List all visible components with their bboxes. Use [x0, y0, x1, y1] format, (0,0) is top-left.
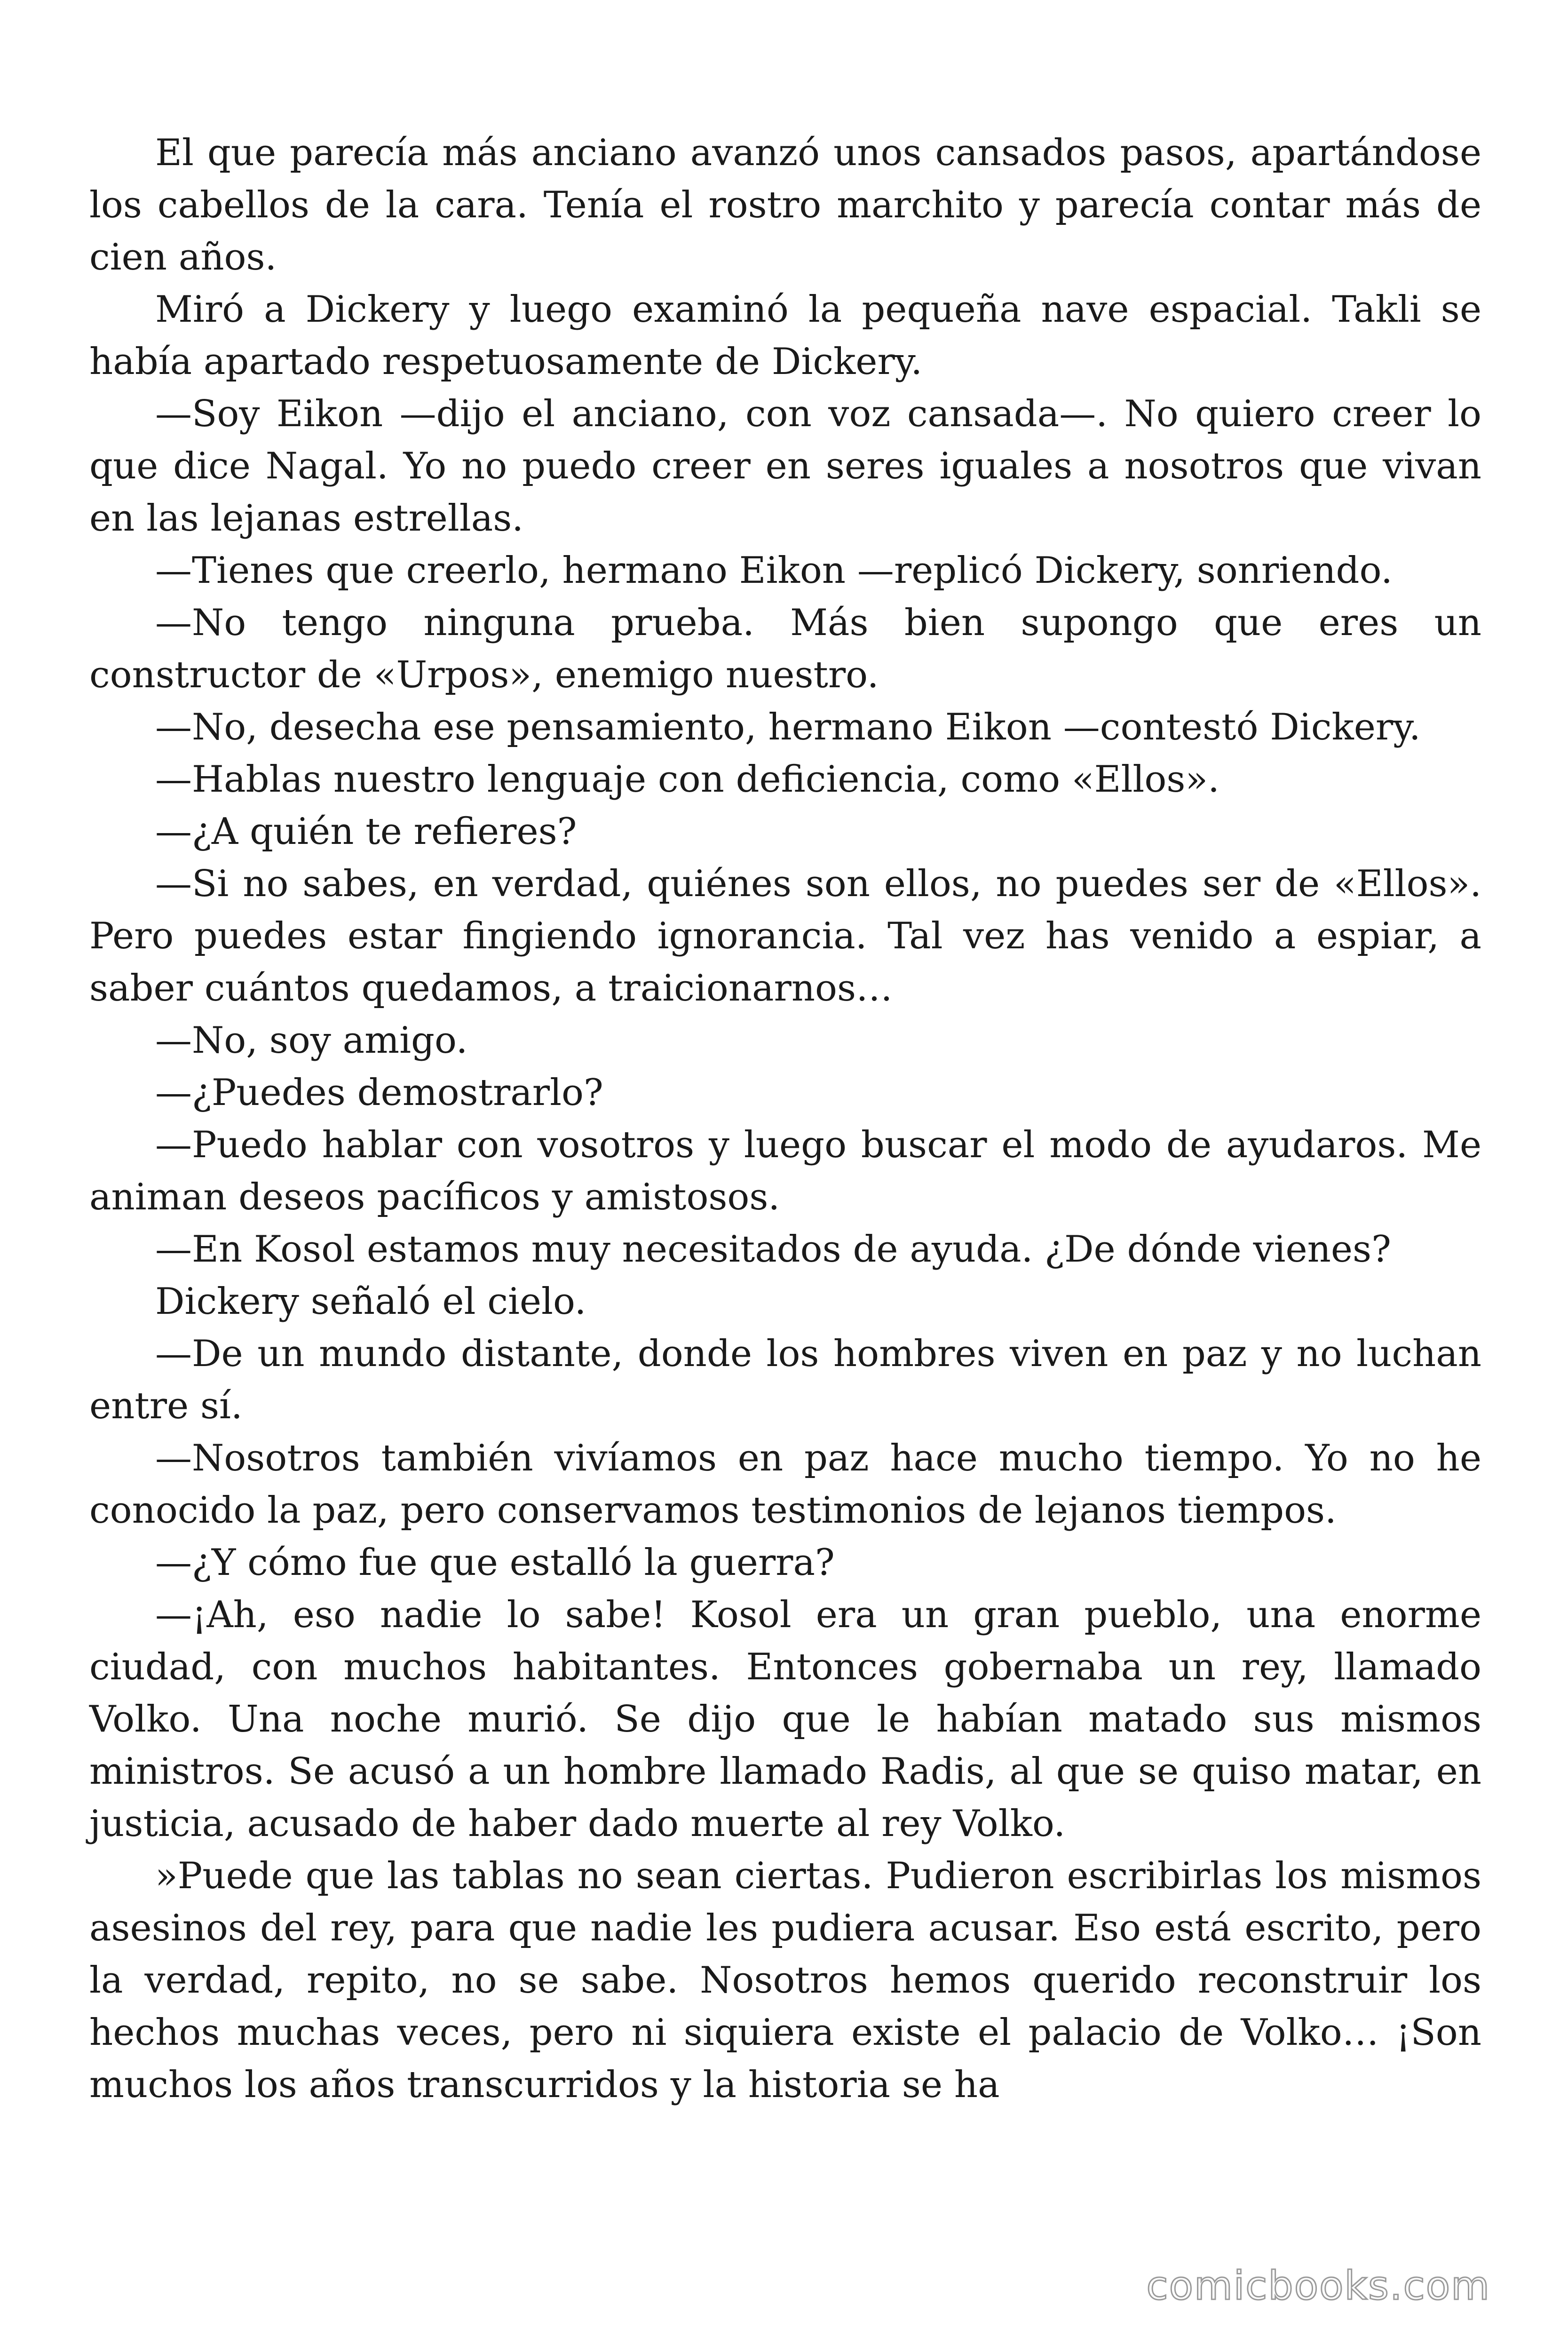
- paragraph: »Puede que las tablas no sean ciertas. Pudieron escribirlas los mismos asesinos del rey, para que nadie les pudiera acusar. Eso está escrito, pero la verdad, repito, no se sabe. Nosotros hemos querido reconstruir los hechos muchas veces, pero ni siquiera existe el palacio de Volko… ¡Son muchos los años transcurridos y la historia se ha: [89, 1855, 1481, 2106]
- paragraph: —No tengo ninguna prueba. Más bien supongo que eres un constructor de «Urpos», enemigo nuestro.: [89, 602, 1481, 696]
- paragraph: Miró a Dickery y luego examinó la pequeña nave espacial. Takli se había apartado respetuosamente de Dickery.: [89, 288, 1481, 383]
- paragraph: Dickery señaló el cielo.: [155, 1280, 586, 1323]
- paragraph: —Puedo hablar con vosotros y luego buscar el modo de ayudaros. Me animan deseos pacíficos y amistosos.: [89, 1124, 1481, 1218]
- paragraph: —De un mundo distante, donde los hombres viven en paz y no luchan entre sí.: [89, 1333, 1481, 1427]
- paragraph: —Tienes que creerlo, hermano Eikon —replicó Dickery, sonriendo.: [155, 549, 1393, 592]
- watermark: comicbooks.com: [1146, 2263, 1490, 2309]
- paragraph: —Soy Eikon —dijo el anciano, con voz cansada—. No quiero creer lo que dice Nagal. Yo no puedo creer en seres iguales a nosotros que vivan en las lejanas estrellas.: [89, 393, 1481, 540]
- paragraph: —¿Puedes demostrarlo?: [155, 1072, 603, 1114]
- paragraph: —No, soy amigo.: [155, 1019, 468, 1062]
- paragraph: —¿A quién te refieres?: [155, 810, 577, 853]
- paragraph: —Si no sabes, en verdad, quiénes son ellos, no puedes ser de «Ellos». Pero puedes estar fingiendo ignorancia. Tal vez has venido a espiar, a saber cuántos quedamos, a traicionarnos…: [89, 863, 1481, 1009]
- paragraph: —Nosotros también vivíamos en paz hace mucho tiempo. Yo no he conocido la paz, pero conservamos testimonios de lejanos tiempos.: [89, 1437, 1481, 1532]
- page-body: [89, 127, 1481, 2111]
- paragraph: El que parecía más anciano avanzó unos cansados pasos, apartándose los cabellos de la cara. Tenía el rostro marchito y parecía contar más de cien años.: [89, 132, 1481, 278]
- paragraph: —Hablas nuestro lenguaje con deficiencia, como «Ellos».: [155, 758, 1220, 801]
- paragraph: —¡Ah, eso nadie lo sabe! Kosol era un gran pueblo, una enorme ciudad, con muchos habitantes. Entonces gobernaba un rey, llamado Volko. Una noche murió. Se dijo que le habían matado sus mismos ministros. Se acusó a un hombre llamado Radis, al que se quiso matar, en justicia, acusado de haber dado muerte al rey Volko.: [89, 1594, 1481, 1845]
- paragraph: —En Kosol estamos muy necesitados de ayuda. ¿De dónde vienes?: [155, 1228, 1391, 1271]
- paragraph: —¿Y cómo fue que estalló la guerra?: [155, 1542, 835, 1584]
- paragraph: —No, desecha ese pensamiento, hermano Eikon —contestó Dickery.: [155, 706, 1421, 748]
